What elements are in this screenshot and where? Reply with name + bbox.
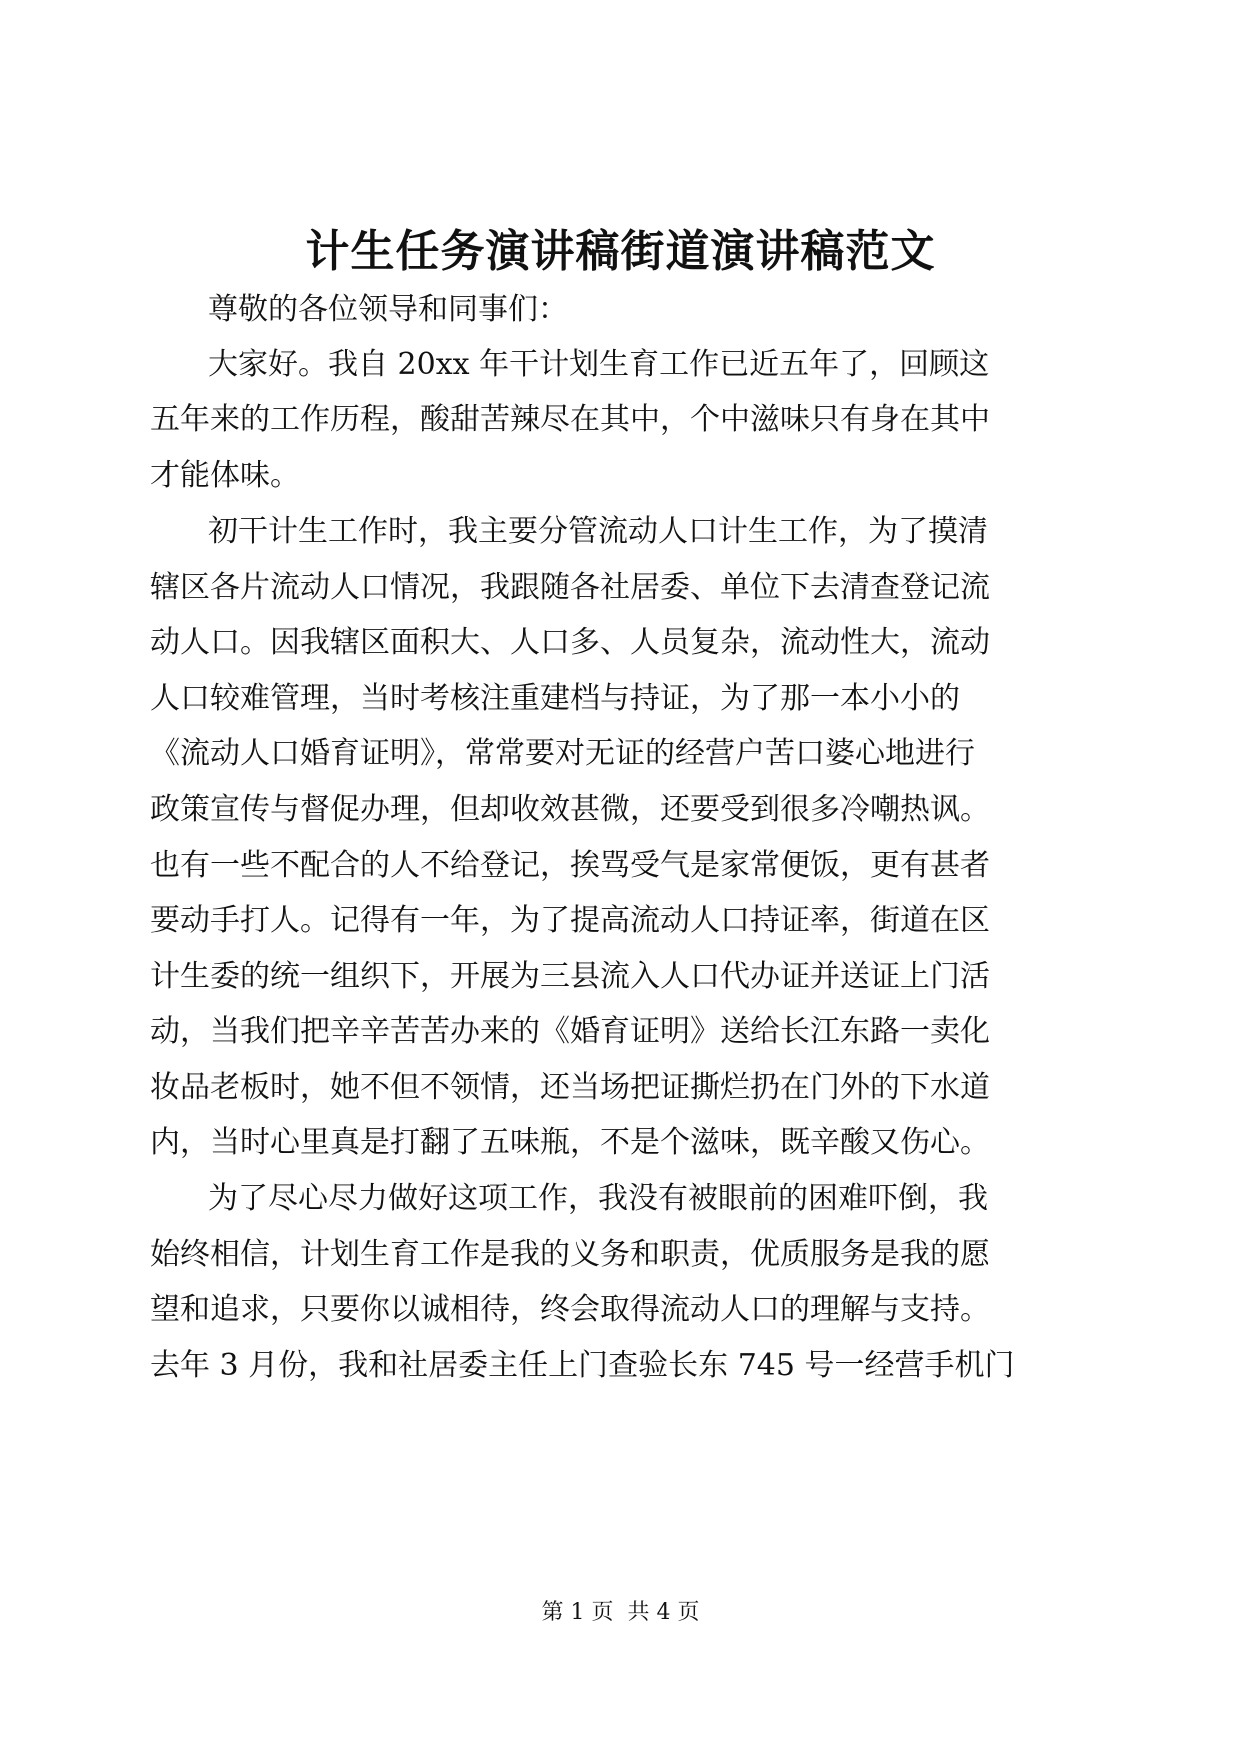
body-line: 才能体味。: [150, 458, 300, 493]
body-line: 计生委的统一组织下，开展为三县流入人口代办证并送证上门活: [150, 959, 990, 994]
body-line: 《流动人口婚育证明》，常常要对无证的经营户苦口婆心地进行: [150, 736, 975, 771]
body-line: 政策宣传与督促办理，但却收效甚微，还要受到很多冷嘲热讽。: [150, 792, 990, 827]
body-line: 五年来的工作历程，酸甜苦辣尽在其中，个中滋味只有身在其中: [150, 402, 990, 437]
body-line: 人口较难管理，当时考核注重建档与持证，为了那一本小小的: [150, 681, 960, 716]
page-footer: 第 1 页 共 4 页: [541, 1600, 700, 1625]
body-line: 妆品老板时，她不但不领情，还当场把证撕烂扔在门外的下水道: [150, 1070, 990, 1105]
body-line: 辖区各片流动人口情况，我跟随各社居委、单位下去清查登记流: [150, 570, 990, 605]
body-line: 动，当我们把辛辛苦苦办来的《婚育证明》送给长江东路一卖化: [150, 1014, 990, 1049]
body-line: 为了尽心尽力做好这项工作，我没有被眼前的困难吓倒，我: [208, 1181, 988, 1216]
body-line: 去年 3 月份，我和社居委主任上门查验长东 745 号一经营手机门: [150, 1348, 1015, 1383]
body-line: 也有一些不配合的人不给登记，挨骂受气是家常便饭，更有甚者: [150, 848, 990, 883]
body-line: 动人口。因我辖区面积大、人口多、人员复杂，流动性大，流动: [150, 625, 990, 660]
body-line: 大家好。我自 20xx 年干计划生育工作已近五年了，回顾这: [208, 347, 990, 382]
body-line: 望和追求，只要你以诚相待，终会取得流动人口的理解与支持。: [150, 1292, 990, 1327]
body-line: 始终相信，计划生育工作是我的义务和职责，优质服务是我的愿: [150, 1237, 990, 1272]
body-line: 尊敬的各位领导和同事们：: [208, 292, 568, 327]
body-line: 要动手打人。记得有一年，为了提高流动人口持证率，街道在区: [150, 903, 990, 938]
body-line: 初干计生工作时，我主要分管流动人口计生工作，为了摸清: [208, 514, 988, 549]
document-title: 计生任务演讲稿街道演讲稿范文: [305, 226, 936, 277]
body-line: 内，当时心里真是打翻了五味瓶，不是个滋味，既辛酸又伤心。: [150, 1125, 990, 1160]
